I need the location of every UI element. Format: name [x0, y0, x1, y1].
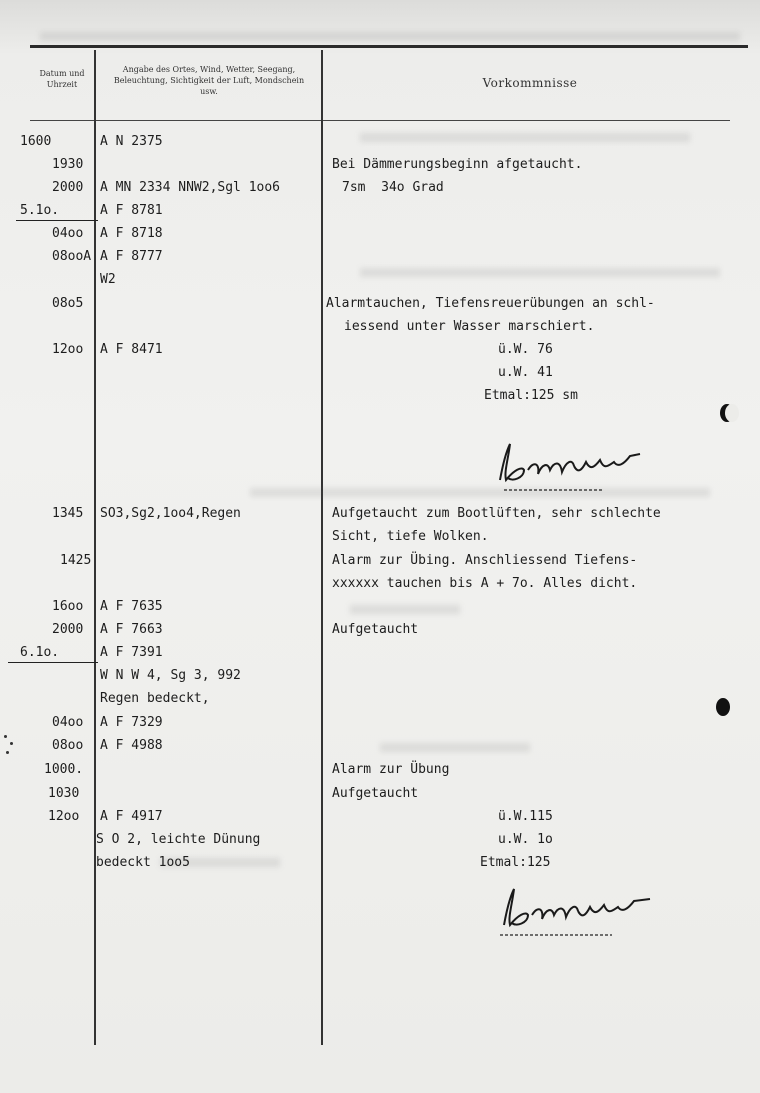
- date-underline: [16, 220, 98, 221]
- weather: bedeckt 1oo5: [96, 855, 190, 870]
- event: Alarmtauchen, Tiefensreuerübungen an schl-: [326, 296, 655, 311]
- time: 1345: [52, 506, 84, 521]
- header-date-time: Datum und Uhrzeit: [39, 69, 85, 89]
- time: 1600: [20, 134, 52, 149]
- signature-2: [494, 885, 664, 940]
- header-rule: [30, 120, 730, 121]
- event: Alarm zur Übing. Anschliessend Tiefens-: [332, 553, 638, 568]
- time: 08ooA: [52, 249, 92, 264]
- time: 1030: [48, 786, 80, 801]
- position: A N 2375: [100, 134, 163, 149]
- top-rule: [30, 45, 748, 48]
- time: 2000: [52, 622, 84, 637]
- column-divider-1: [94, 50, 96, 1045]
- event: Bei Dämmerungsbeginn afgetaucht.: [332, 157, 583, 172]
- weather: W N W 4, Sg 3, 992: [100, 668, 241, 683]
- submerged-above: ü.W. 76: [498, 342, 553, 357]
- event: Alarm zur Übung: [332, 762, 450, 777]
- weather: W2: [100, 272, 116, 287]
- date: 5.1o.: [20, 203, 60, 218]
- position: A F 8718: [100, 226, 163, 241]
- time: 1930: [52, 157, 84, 172]
- position: A F 8471: [100, 342, 163, 357]
- moon-phase-icon: [716, 698, 730, 716]
- submerged-above: ü.W.115: [498, 809, 553, 824]
- weather: S O 2, leichte Dünung: [96, 832, 261, 847]
- event: Aufgetaucht: [332, 786, 419, 801]
- position: A F 8781: [100, 203, 163, 218]
- date-underline: [8, 662, 98, 663]
- signature-1: [490, 440, 660, 495]
- event: xxxxxx tauchen bis A + 7o. Alles dicht.: [332, 576, 638, 591]
- column-divider-2: [321, 50, 323, 1045]
- etmal: Etmal:125: [480, 855, 551, 870]
- position: A MN 2334 NNW2,Sgl 1oo6: [100, 180, 281, 195]
- position: A F 7635: [100, 599, 163, 614]
- submerged-below: u.W. 1o: [498, 832, 553, 847]
- position: A F 4917: [100, 809, 163, 824]
- time: 04oo: [52, 226, 84, 241]
- time: 12oo: [48, 809, 80, 824]
- position: A F 7329: [100, 715, 163, 730]
- position: A F 4988: [100, 738, 163, 753]
- time: 1000.: [44, 762, 84, 777]
- date: 6.1o.: [20, 645, 60, 660]
- header-location-weather: Angabe des Ortes, Wind, Wetter, Seegang, Beleuchtung, Sichtigkeit der Luft, Mondschein usw.: [113, 65, 305, 96]
- event: Sicht, tiefe Wolken.: [332, 529, 489, 544]
- time: 12oo: [52, 342, 84, 357]
- time: 08oo: [52, 738, 84, 753]
- time: 2000: [52, 180, 84, 195]
- position: A F 7663: [100, 622, 163, 637]
- weather: SO3,Sg2,1oo4,Regen: [100, 506, 241, 521]
- time: 04oo: [52, 715, 84, 730]
- event: 7sm 34o Grad: [342, 180, 444, 195]
- time: 08o5: [52, 296, 84, 311]
- time: 16oo: [52, 599, 84, 614]
- event: iessend unter Wasser marschiert.: [344, 319, 595, 334]
- submerged-below: u.W. 41: [498, 365, 553, 380]
- header-events: Vorkommnisse: [482, 76, 578, 90]
- event: Aufgetaucht zum Bootlüften, sehr schlechte: [332, 506, 661, 521]
- position: A F 7391: [100, 645, 163, 660]
- weather: Regen bedeckt,: [100, 691, 210, 706]
- time: 1425: [60, 553, 92, 568]
- position: A F 8777: [100, 249, 163, 264]
- event: Aufgetaucht: [332, 622, 419, 637]
- moon-phase-icon: [720, 404, 734, 422]
- etmal: Etmal:125 sm: [484, 388, 578, 403]
